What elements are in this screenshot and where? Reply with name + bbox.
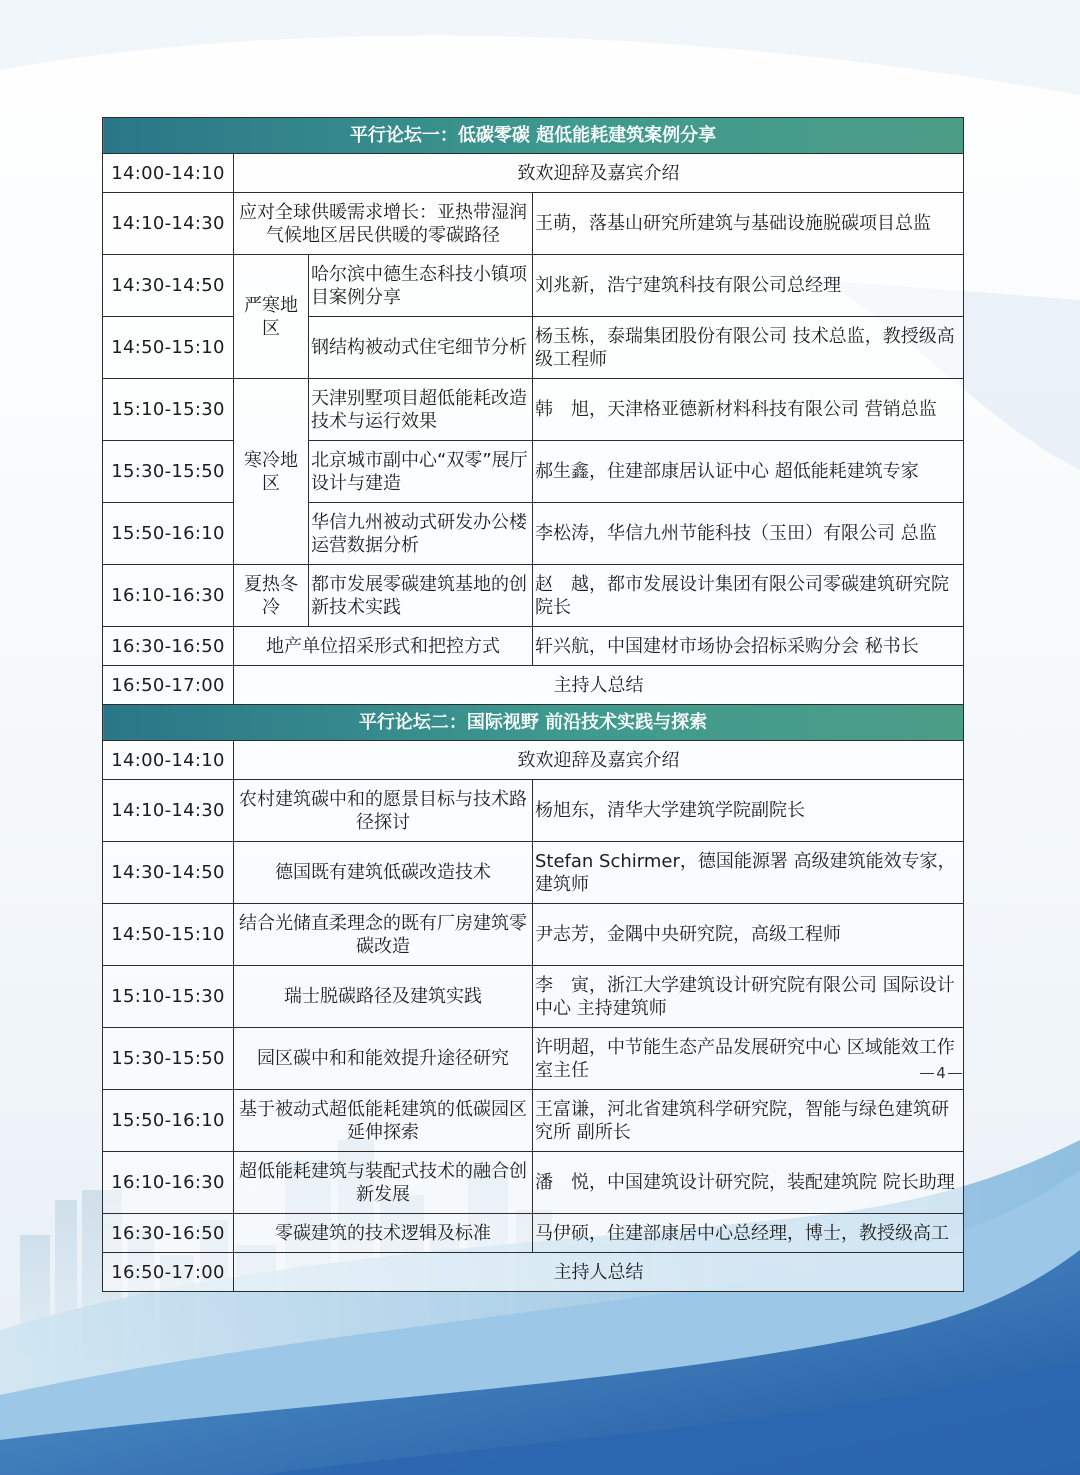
time-cell: 14:30-14:50 <box>103 255 234 317</box>
topic-cell: 结合光储直柔理念的既有厂房建筑零碳改造 <box>234 904 533 966</box>
table-row <box>103 441 964 503</box>
time-cell: 14:30-14:50 <box>103 842 234 904</box>
time-cell: 15:50-16:10 <box>103 1090 234 1152</box>
table-row <box>103 1253 964 1292</box>
time-cell: 14:10-14:30 <box>103 780 234 842</box>
forum-1-title: 平行论坛一：低碳零碳 超低能耗建筑案例分享 <box>103 118 964 154</box>
time-cell: 16:10-16:30 <box>103 1152 234 1214</box>
topic-cell: 超低能耗建筑与装配式技术的融合创新发展 <box>234 1152 533 1214</box>
table-row <box>103 904 964 966</box>
table-row <box>103 503 964 565</box>
topic-cell: 都市发展零碳建筑基地的创新技术实践 <box>309 565 533 627</box>
speaker-cell: 李松涛，华信九州节能科技（玉田）有限公司 总监 <box>533 503 964 565</box>
schedule-table <box>102 117 964 1292</box>
time-cell: 15:10-15:30 <box>103 966 234 1028</box>
time-cell: 16:10-16:30 <box>103 565 234 627</box>
topic-cell: 钢结构被动式住宅细节分析 <box>309 317 533 379</box>
table-row <box>103 1152 964 1214</box>
region-cell: 寒冷地区 <box>234 379 309 565</box>
speaker-cell: 韩 旭，天津格亚德新材料科技有限公司 营销总监 <box>533 379 964 441</box>
table-row <box>103 1090 964 1152</box>
topic-cell: 致欢迎辞及嘉宾介绍 <box>234 154 964 193</box>
speaker-cell: 王富谦，河北省建筑科学研究院，智能与绿色建筑研究所 副所长 <box>533 1090 964 1152</box>
time-cell: 14:50-15:10 <box>103 904 234 966</box>
speaker-cell: 王萌，落基山研究所建筑与基础设施脱碳项目总监 <box>533 193 964 255</box>
time-cell: 14:10-14:30 <box>103 193 234 255</box>
topic-cell: 德国既有建筑低碳改造技术 <box>234 842 533 904</box>
time-cell: 14:50-15:10 <box>103 317 234 379</box>
topic-cell: 地产单位招采形式和把控方式 <box>234 627 533 666</box>
speaker-cell: 许明超，中节能生态产品发展研究中心 区域能效工作室主任 <box>533 1028 964 1090</box>
speaker-cell: 潘 悦，中国建筑设计研究院，装配建筑院 院长助理 <box>533 1152 964 1214</box>
speaker-cell: 李 寅，浙江大学建筑设计研究院有限公司 国际设计中心 主持建筑师 <box>533 966 964 1028</box>
table-row <box>103 627 964 666</box>
speaker-cell: 尹志芳，金隅中央研究院，高级工程师 <box>533 904 964 966</box>
time-cell: 16:30-16:50 <box>103 1214 234 1253</box>
topic-cell: 北京城市副中心“双零”展厅设计与建造 <box>309 441 533 503</box>
topic-cell: 基于被动式超低能耗建筑的低碳园区延伸探索 <box>234 1090 533 1152</box>
table-row <box>103 780 964 842</box>
topic-cell: 华信九州被动式研发办公楼运营数据分析 <box>309 503 533 565</box>
speaker-cell: 马伊硕，住建部康居中心总经理，博士，教授级高工 <box>533 1214 964 1253</box>
speaker-cell: 轩兴航，中国建材市场协会招标采购分会 秘书长 <box>533 627 964 666</box>
region-cell: 严寒地区 <box>234 255 309 379</box>
table-row <box>103 1028 964 1090</box>
time-cell: 16:50-17:00 <box>103 666 234 705</box>
time-cell: 15:30-15:50 <box>103 1028 234 1090</box>
topic-cell: 应对全球供暖需求增长：亚热带湿润气候地区居民供暖的零碳路径 <box>234 193 533 255</box>
table-row <box>103 255 964 317</box>
topic-cell: 主持人总结 <box>234 666 964 705</box>
topic-cell: 零碳建筑的技术逻辑及标准 <box>234 1214 533 1253</box>
table-row <box>103 741 964 780</box>
time-cell: 16:50-17:00 <box>103 1253 234 1292</box>
time-cell: 14:00-14:10 <box>103 741 234 780</box>
speaker-cell: Stefan Schirmer，德国能源署 高级建筑能效专家，建筑师 <box>533 842 964 904</box>
table-row <box>103 565 964 627</box>
topic-cell: 农村建筑碳中和的愿景目标与技术路径探讨 <box>234 780 533 842</box>
speaker-cell: 杨旭东，清华大学建筑学院副院长 <box>533 780 964 842</box>
time-cell: 15:30-15:50 <box>103 441 234 503</box>
speaker-cell: 刘兆新，浩宁建筑科技有限公司总经理 <box>533 255 964 317</box>
speaker-cell: 赵 越，都市发展设计集团有限公司零碳建筑研究院院长 <box>533 565 964 627</box>
topic-cell: 天津别墅项目超低能耗改造技术与运行效果 <box>309 379 533 441</box>
table-row <box>103 666 964 705</box>
table-row <box>103 966 964 1028</box>
table-row <box>103 154 964 193</box>
table-row <box>103 1214 964 1253</box>
time-cell: 15:10-15:30 <box>103 379 234 441</box>
table-row <box>103 379 964 441</box>
time-cell: 14:00-14:10 <box>103 154 234 193</box>
table-row <box>103 193 964 255</box>
topic-cell: 哈尔滨中德生态科技小镇项目案例分享 <box>309 255 533 317</box>
table-row <box>103 317 964 379</box>
table-row <box>103 842 964 904</box>
forum-2-header <box>103 705 964 741</box>
time-cell: 16:30-16:50 <box>103 627 234 666</box>
topic-cell: 园区碳中和和能效提升途径研究 <box>234 1028 533 1090</box>
topic-cell: 致欢迎辞及嘉宾介绍 <box>234 741 964 780</box>
speaker-cell: 郝生鑫，住建部康居认证中心 超低能耗建筑专家 <box>533 441 964 503</box>
speaker-cell: 杨玉栋，泰瑞集团股份有限公司 技术总监，教授级高级工程师 <box>533 317 964 379</box>
page-number: 4 <box>918 1064 964 1082</box>
forum-2-title: 平行论坛二：国际视野 前沿技术实践与探索 <box>103 705 964 741</box>
forum-1-header <box>103 118 964 154</box>
topic-cell: 主持人总结 <box>234 1253 964 1292</box>
time-cell: 15:50-16:10 <box>103 503 234 565</box>
region-cell: 夏热冬冷 <box>234 565 309 627</box>
topic-cell: 瑞士脱碳路径及建筑实践 <box>234 966 533 1028</box>
